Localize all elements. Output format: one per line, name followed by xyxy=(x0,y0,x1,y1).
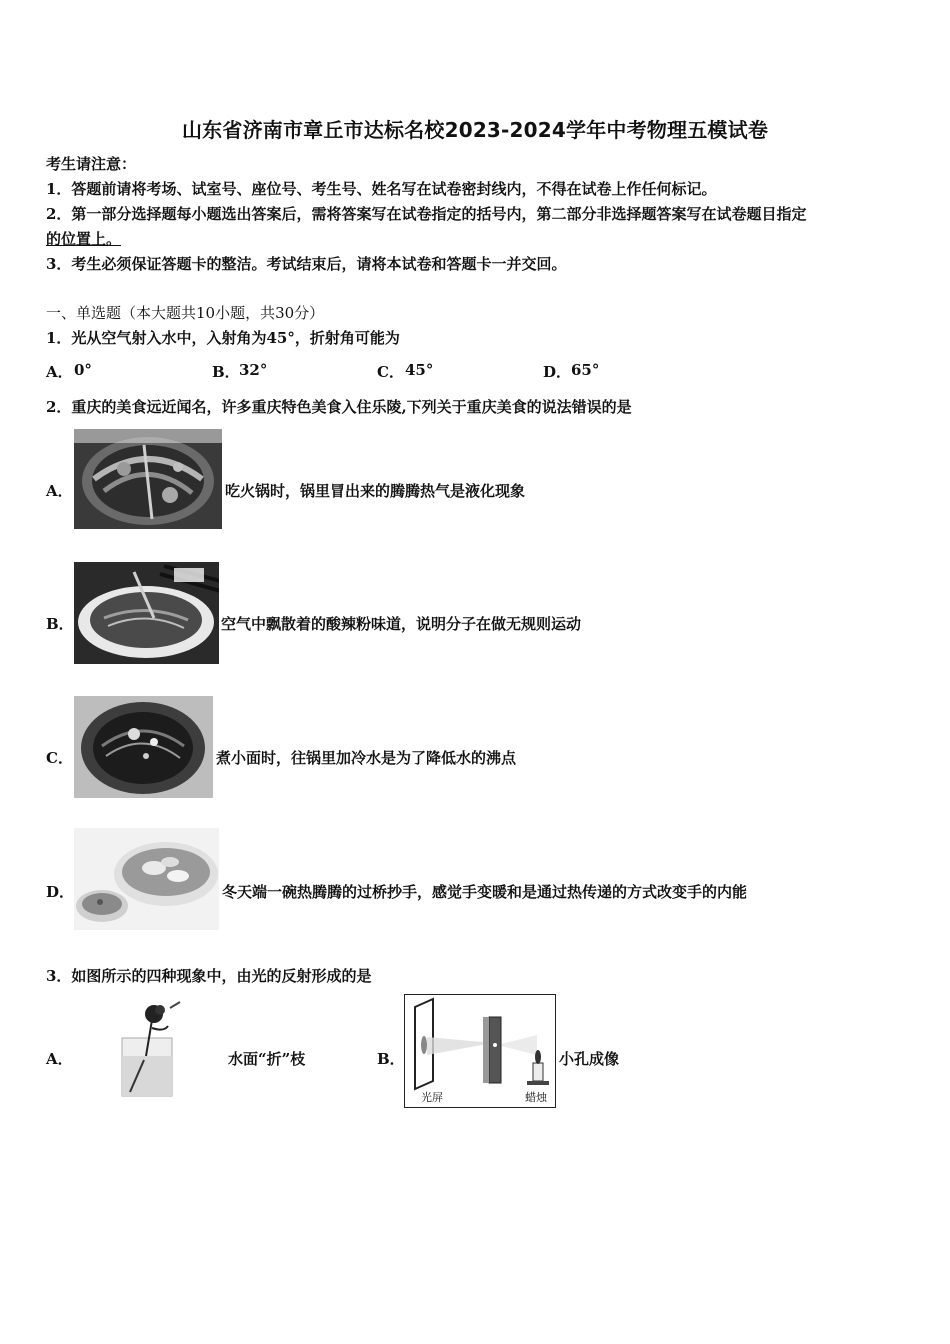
notice-item-1: 1．答题前请将考场、试室号、座位号、考生号、姓名写在试卷密封线内，不得在试卷上作任何标记。 xyxy=(46,180,717,198)
notice-item-2: 2．第一部分选择题每小题选出答案后，需将答案写在试卷指定的括号内，第二部分非选择题答案写在试卷题目指定 xyxy=(46,205,807,223)
hotpot-photo xyxy=(74,429,222,529)
wonton-bowl-photo xyxy=(74,828,219,930)
q1-option-c[interactable]: 45° xyxy=(405,361,434,379)
q2-option-d[interactable]: 冬天端一碗热腾腾的过桥抄手，感觉手变暖和是通过热传递的方式改变手的内能 xyxy=(222,883,748,901)
q1-option-d-letter: D． xyxy=(543,363,572,381)
q1-option-b-letter: B． xyxy=(212,363,240,381)
q2-option-a-letter: A． xyxy=(46,482,73,500)
q1-option-a[interactable]: 0° xyxy=(74,361,92,379)
q1-option-a-letter: A． xyxy=(46,363,73,381)
q2-stem: 2．重庆的美食远近闻名，许多重庆特色美食入住乐陵,下列关于重庆美食的说法错误的是 xyxy=(46,398,632,416)
noodle-photo xyxy=(74,696,213,798)
candle-label: 蜡烛 xyxy=(525,1091,547,1104)
q2-option-a[interactable]: 吃火锅时，锅里冒出来的腾腾热气是液化现象 xyxy=(225,482,526,500)
q2-option-b-letter: B． xyxy=(46,615,74,633)
screen-label: 光屏 xyxy=(421,1091,443,1104)
q2-option-d-letter: D． xyxy=(46,883,75,901)
flower-in-glass-image xyxy=(116,998,184,1100)
q3-option-b-letter: B． xyxy=(377,1050,405,1068)
q3-option-a[interactable]: 水面“折”枝 xyxy=(228,1050,306,1068)
noodle-bowl-photo xyxy=(74,562,219,664)
q2-option-c-letter: C． xyxy=(46,749,73,767)
section-heading: 一、单选题（本大题共10小题，共30分） xyxy=(46,304,325,322)
q1-option-c-letter: C． xyxy=(377,363,404,381)
q1-stem: 1．光从空气射入水中，入射角为45°，折射角可能为 xyxy=(46,329,400,347)
q3-stem: 3．如图所示的四种现象中，由光的反射形成的是 xyxy=(46,967,372,985)
q3-option-b[interactable]: 小孔成像 xyxy=(559,1050,620,1068)
q2-option-b[interactable]: 空气中飘散着的酸辣粉味道，说明分子在做无规则运动 xyxy=(221,615,582,633)
q1-option-b[interactable]: 32° xyxy=(239,361,268,379)
notice-item-3: 3．考生必须保证答题卡的整洁。考试结束后，请将本试卷和答题卡一并交回。 xyxy=(46,255,567,273)
q3-option-a-letter: A． xyxy=(46,1050,73,1068)
notice-item-2-cont: 的位置上。 xyxy=(46,230,122,248)
q2-option-c[interactable]: 煮小面时，往锅里加冷水是为了降低水的沸点 xyxy=(216,749,517,767)
q1-option-d[interactable]: 65° xyxy=(571,361,600,379)
page-title: 山东省济南市章丘市达标名校2023-2024学年中考物理五模试卷 xyxy=(181,118,769,142)
notice-heading: 考生请注意： xyxy=(46,155,137,173)
pinhole-camera-diagram xyxy=(404,994,556,1108)
